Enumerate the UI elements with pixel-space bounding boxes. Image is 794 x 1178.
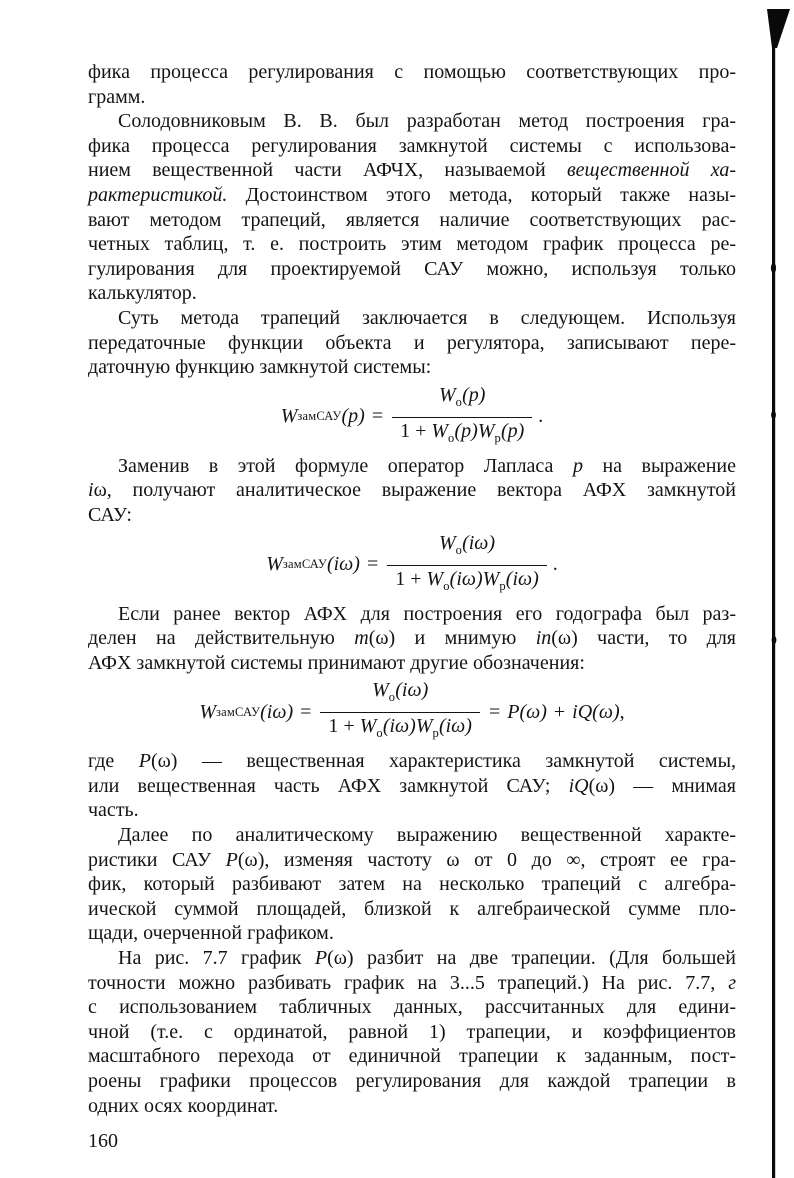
- scan-edge-line: [772, 44, 775, 1178]
- paragraph-plot-construction: [88, 823, 736, 946]
- text-line: Далее по аналитическому выражению вещественной характе-: [118, 824, 736, 847]
- fraction: [387, 531, 547, 599]
- fraction-denominator: $1 + W_о(i\omega)W_р(i\omega)$: [320, 712, 480, 746]
- text-line: одних осях координат.: [88, 1094, 279, 1117]
- fraction-numerator: $W_о(p)$: [438, 383, 486, 409]
- text-line: калькулятор.: [88, 282, 197, 305]
- math-subscript: замСАУ: [282, 557, 327, 571]
- text-line: грамм.: [88, 85, 146, 108]
- formula-comma: ,: [619, 700, 625, 723]
- text-line: ристики САУ P(ω), изменяя частоту ω от 0 до ∞, строят ее гра-: [88, 848, 736, 871]
- text-line: ической суммой площадей, близкой к алгебраической сумме пло-: [88, 897, 736, 920]
- math-arg: (ω): [592, 700, 620, 723]
- math-arg: (ω): [519, 700, 547, 723]
- text-line: Если ранее вектор АФХ для построения его годографа был раз-: [118, 602, 736, 625]
- text-line: рактеристикой. Достоинством этого метода, который также назы-: [88, 183, 736, 206]
- text-line: делен на действительную m(ω) и мнимую in(ω) части, то для: [88, 627, 736, 650]
- paragraph-p-omega-definition: [88, 749, 736, 823]
- text-line: фик, который разбивают затем на несколько трапеций с алгебра-: [88, 873, 736, 896]
- text-line: с использованием табличных данных, рассчитанных для едини-: [88, 996, 736, 1019]
- text-line: передаточные функции объекта и регулятора, записывают пере-: [88, 331, 736, 354]
- text-line: гулирования для проектируемой САУ можно, используя только: [88, 257, 736, 280]
- math-arg: (iω): [326, 553, 360, 575]
- plus-sign: +: [553, 700, 566, 723]
- page-number: 160: [88, 1130, 118, 1152]
- paragraph-fig-7-7: [88, 946, 736, 1118]
- paragraph-solodovnikov-method: [88, 109, 736, 306]
- equals-sign: =: [488, 700, 501, 723]
- math-subscript: замСАУ: [216, 704, 261, 719]
- formula-closed-loop-afh-iw: [88, 531, 736, 594]
- formula-period: .: [552, 553, 558, 575]
- text-line: роены графики процессов регулирования для каждой трапеции в: [88, 1070, 736, 1092]
- text-line: чной (т.е. с ординатой, равной 1) трапеции, и коэффициентов: [88, 1020, 736, 1043]
- text-line: Заменив в этой формуле оператор Лапласа p на выражение: [118, 454, 736, 477]
- text-line: нием вещественной части АФЧХ, называемой вещественной ха-: [88, 159, 737, 182]
- text-line: фика процесса регулирования с помощью соответствующих про-: [88, 61, 736, 83]
- math-var: W: [280, 405, 298, 428]
- math-arg: (p): [341, 405, 365, 428]
- text-line: АФХ замкнутой системы принимают другие обозначения:: [88, 651, 585, 674]
- fraction-numerator: $W_о(i\omega)$: [372, 679, 429, 705]
- math-var: iQ: [572, 700, 593, 723]
- paragraph-programs-continuation: [88, 60, 736, 109]
- text-line: Солодовниковым В. В. был разработан метод построения гра-: [118, 110, 736, 133]
- paragraph-afh-notation: [88, 602, 736, 676]
- text-line: фика процесса регулирования замкнутой системы с использова-: [88, 134, 736, 157]
- text-line: часть.: [88, 799, 139, 822]
- formula-closed-loop-pq: [88, 679, 736, 741]
- equals-sign: =: [366, 553, 379, 575]
- page-text-column: [88, 60, 736, 1118]
- text-line: вают методом трапеций, является наличие соответствующих рас-: [88, 208, 736, 231]
- text-line: точности можно разбивать график на 3...5 трапеций.) На рис. 7.7, г: [88, 971, 736, 994]
- text-line: iω, получают аналитическое выражение вектора АФХ замкнутой: [88, 479, 736, 502]
- text-line: где P(ω) — вещественная характеристика замкнутой системы,: [88, 750, 737, 773]
- fraction-denominator: $1 + W_о(i\omega)W_р(i\omega)$: [387, 565, 547, 599]
- math-subscript: замСАУ: [297, 409, 342, 424]
- math-var: W: [266, 553, 283, 575]
- text-line: даточную функцию замкнутой системы:: [88, 356, 432, 379]
- scan-corner-wedge: [767, 9, 790, 48]
- paragraph-trapezoid-essence: [88, 306, 736, 380]
- text-line: На рис. 7.7 график P(ω) разбит на две трапеции. (Для большей: [118, 947, 737, 970]
- text-line: масштабного перехода от единичной трапеции к заданным, пост-: [88, 1045, 736, 1068]
- text-line: Суть метода трапеций заключается в следующем. Используя: [118, 306, 736, 329]
- fraction: [392, 383, 532, 451]
- text-line: или вещественная часть АФХ замкнутой САУ; iQ(ω) — мнимая: [88, 774, 736, 797]
- math-arg: (iω): [260, 700, 294, 723]
- formula-period: .: [538, 405, 544, 428]
- text-line: щади, очерченной графиком.: [88, 922, 334, 945]
- fraction: [320, 678, 480, 746]
- equals-sign: =: [300, 700, 312, 723]
- fraction-denominator: $1 + W_о(p)W_р(p)$: [392, 417, 532, 451]
- equals-sign: =: [371, 405, 384, 428]
- paragraph-laplace-substitution: [88, 454, 736, 528]
- math-var: W: [199, 700, 217, 723]
- text-line: четных таблиц, т. е. построить этим методом график процесса ре-: [88, 233, 736, 256]
- fraction-numerator: $W_о(i\omega)$: [438, 531, 496, 557]
- formula-closed-loop-transfer-p: [88, 383, 736, 446]
- math-var: P: [507, 700, 520, 723]
- text-line: САУ:: [88, 503, 132, 526]
